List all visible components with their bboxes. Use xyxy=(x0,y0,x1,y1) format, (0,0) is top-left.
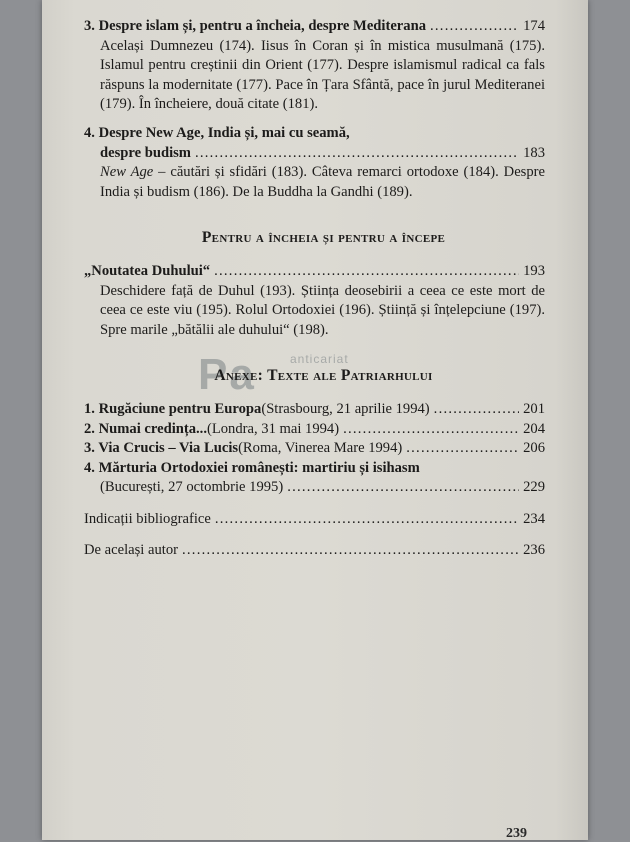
entry-page: 201 xyxy=(523,400,545,417)
entry-title-continued: despre budism xyxy=(100,144,191,161)
leader-dots xyxy=(434,400,519,420)
entry-detail: (Strasbourg, 21 aprilie 1994) xyxy=(261,400,430,417)
entry-title: De același autor xyxy=(84,542,178,559)
entry-title: 4. Despre New Age, India și, mai cu seamă, xyxy=(84,124,350,141)
entry-page: 234 xyxy=(523,510,545,527)
leader-dots xyxy=(287,478,519,498)
table-of-contents xyxy=(84,17,545,561)
watermark-logo: Pa xyxy=(198,350,256,399)
toc-entry-autor xyxy=(84,541,545,561)
entry-title: Indicații bibliografice xyxy=(84,510,211,527)
section-heading-anexe: Anexe: Texte ale Patriarhului xyxy=(214,367,433,385)
leader-dots xyxy=(182,541,519,561)
entry-title: 2. Numai credința... xyxy=(84,420,207,437)
entry-title: 3. Despre islam și, pentru a încheia, despre Mediterana xyxy=(84,18,426,34)
entry-page: 183 xyxy=(523,144,545,161)
page-number: 239 xyxy=(506,826,527,841)
toc-entry-anexa-3 xyxy=(84,439,545,459)
entry-title: „Noutatea Duhului“ xyxy=(84,262,211,279)
entry-description-italic: New Age xyxy=(100,164,154,181)
entry-page: 229 xyxy=(523,479,545,496)
toc-entry-anexa-1 xyxy=(84,400,545,420)
entry-title: 1. Rugăciune pentru Europa xyxy=(84,400,262,417)
toc-entry-anexa-2 xyxy=(84,420,545,440)
entry-page: 204 xyxy=(523,420,545,437)
entry-title: 3. Via Crucis – Via Lucis xyxy=(84,440,239,457)
entry-description: New Age – căutări și sfidări (183). Câteva remarci ortodoxe (184). Despre India și budism (186). De la Buddha la Gandhi (189). xyxy=(100,164,545,200)
leader-dots xyxy=(343,420,519,440)
toc-entry-new-age xyxy=(84,124,545,202)
entry-detail: (București, 27 octombrie 1995) xyxy=(100,479,284,496)
entry-page: 174 xyxy=(523,18,545,34)
leader-dots xyxy=(215,510,519,530)
entry-description: Același Dumnezeu (174). Iisus în Coran și în mistica musulmană (175). Islamul pentru creștinii din Orient (177). Despre islamismul radical ca fals răspuns la modernitate (177). Pace în Țara Sfântă, pace în jurul Mediteranei (179). În încheiere, două citate (181). xyxy=(100,37,545,113)
toc-entry-anexa-4 xyxy=(84,459,545,498)
entry-detail: (Roma, Vinerea Mare 1994) xyxy=(238,440,403,457)
entry-description: Deschidere față de Duhul (193). Știința deosebirii a ceea ce este mort de ceea ce este viu (195). Rolul Ortodoxiei (196). Știință și înțelepciune (197). Spre marile „bătălii ale duhului“ (198). xyxy=(100,282,545,338)
entry-detail: (Londra, 31 mai 1994) xyxy=(206,420,340,437)
entry-page: 193 xyxy=(523,262,545,279)
leader-dots xyxy=(430,17,519,37)
toc-entry-islam xyxy=(84,17,545,115)
section-heading-end: Pentru a încheia și pentru a începe xyxy=(201,229,446,247)
watermark-text: anticariat xyxy=(290,352,349,366)
leader-dots xyxy=(195,144,519,164)
toc-entry-noutatea xyxy=(84,262,545,340)
entry-title: 4. Mărturia Ortodoxiei românești: martiriu și isihasm xyxy=(84,459,420,476)
entry-page: 206 xyxy=(523,440,545,457)
entry-page: 236 xyxy=(523,542,545,559)
leader-dots xyxy=(406,439,519,459)
leader-dots xyxy=(214,262,519,282)
toc-entry-indicatii xyxy=(84,510,545,530)
